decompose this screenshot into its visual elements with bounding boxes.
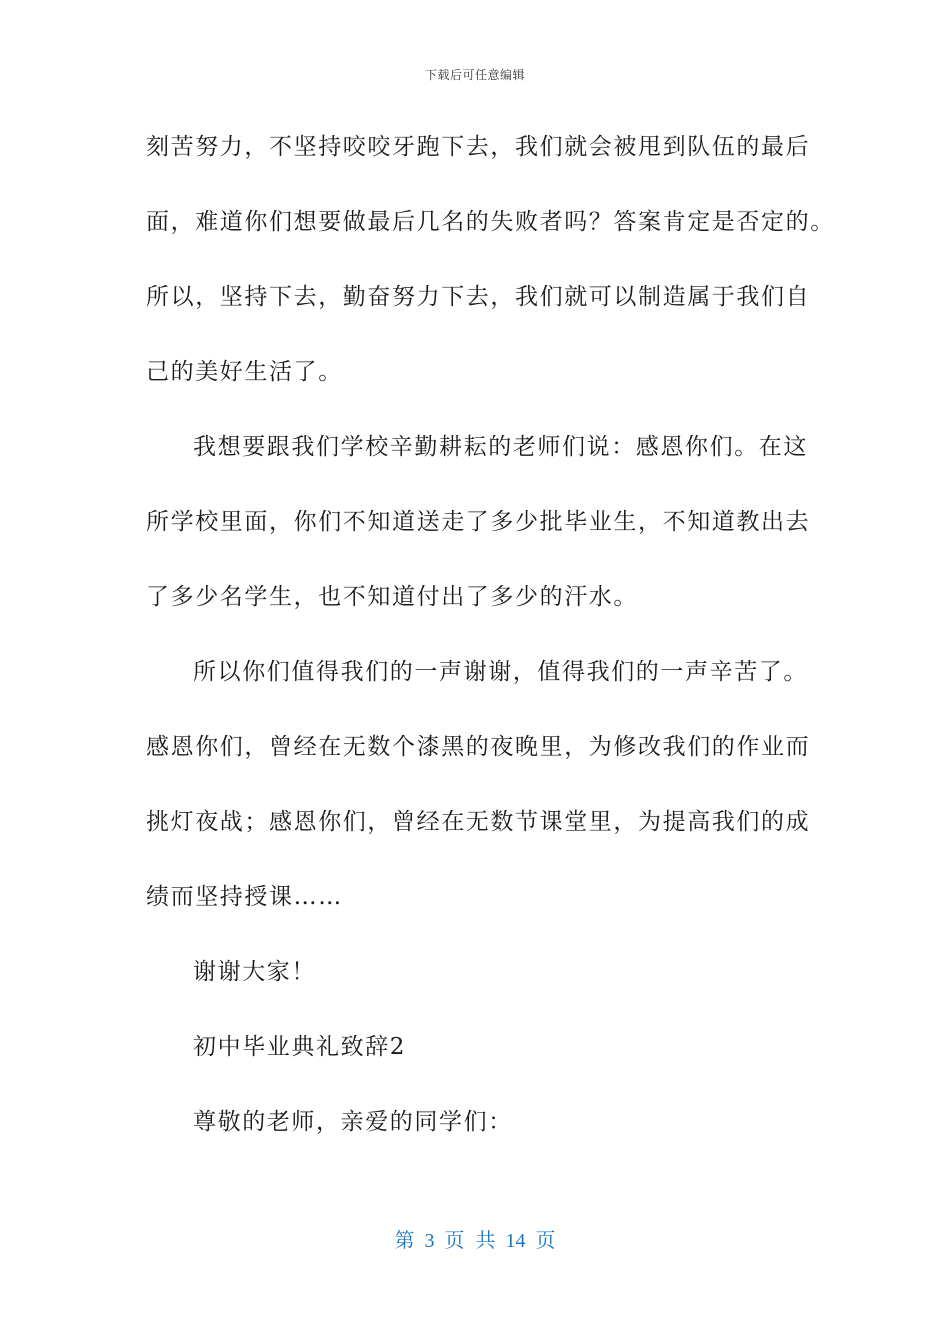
paragraph-line: 己的美好生活了。 (146, 359, 343, 385)
paragraph-line: 挑灯夜战；感恩你们，曾经在无数节课堂里，为提高我们的成 (146, 809, 811, 835)
footer-suffix: 页 (535, 1230, 556, 1252)
paragraph-line: 我想要跟我们学校辛勤耕耘的老师们说：感恩你们。在这 (193, 434, 808, 460)
paragraph-line: 了多少名学生，也不知道付出了多少的汗水。 (146, 584, 638, 610)
page-header: 下载后可任意编辑 (424, 68, 525, 82)
section-title: 初中毕业典礼致辞2 (193, 1034, 407, 1060)
footer-middle: 页 共 (444, 1230, 496, 1252)
paragraph-line: 刻苦努力，不坚持咬咬牙跑下去，我们就会被甩到队伍的最后 (146, 134, 811, 160)
paragraph-line: 所以，坚持下去，勤奋努力下去，我们就可以制造属于我们自 (146, 284, 811, 310)
footer-prefix: 第 (394, 1230, 415, 1252)
paragraph-line: 绩而坚持授课…… (146, 884, 343, 910)
page-footer (0, 1224, 950, 1253)
paragraph-line: 所以你们值得我们的一声谢谢，值得我们的一声辛苦了。 (193, 659, 808, 685)
paragraph-line: 面，难道你们想要做最后几名的失败者吗？答案肯定是否定的。 (146, 209, 835, 235)
paragraph-line: 所学校里面，你们不知道送走了多少批毕业生，不知道教出去 (146, 509, 811, 535)
paragraph-line: 谢谢大家！ (193, 959, 316, 985)
salutation-line: 尊敬的老师，亲爱的同学们： (193, 1109, 513, 1135)
current-page-number: 3 (424, 1230, 435, 1252)
paragraph-line: 感恩你们，曾经在无数个漆黑的夜晚里，为修改我们的作业而 (146, 734, 811, 760)
total-pages-number: 14 (505, 1230, 526, 1252)
document-body (146, 120, 835, 1170)
